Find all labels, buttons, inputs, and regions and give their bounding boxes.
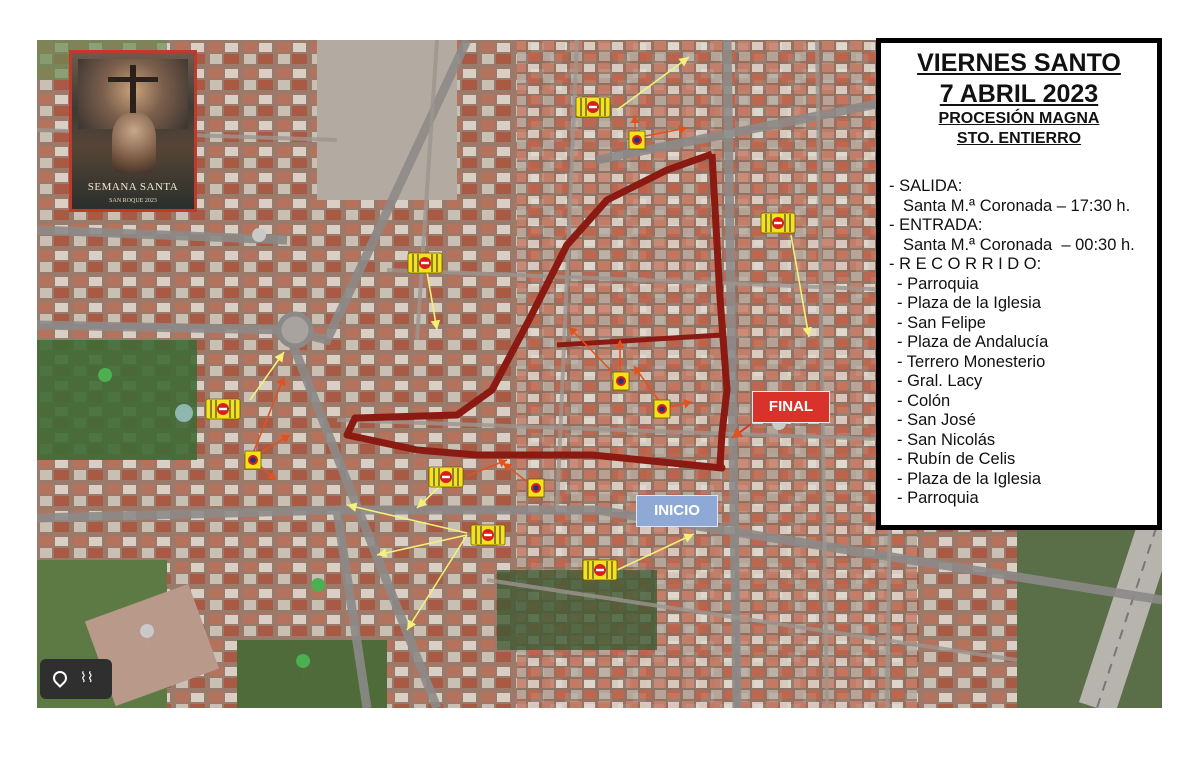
inicio-label: INICIO [636,495,718,527]
location-pin-icon[interactable] [50,668,70,688]
no-parking-sign [245,451,261,469]
no-parking-sign [654,400,670,418]
recorrido-item: - San José [897,411,976,429]
recorrido-label: - R E C O R R I D O: [889,255,1042,273]
no-parking-sign [613,372,629,390]
no-parking-sign [528,479,544,497]
recorrido-item: - San Felipe [897,313,986,332]
terrain-icon[interactable]: ⌇⌇ [80,669,94,685]
road-closed-sign [576,97,610,117]
road-closed-sign [206,399,240,419]
procession-details [889,177,1135,509]
recorrido-item: - Rubín de Celis [897,450,1016,468]
salida-label: - SALIDA: [889,177,963,195]
recorrido-item: - Plaza de la Iglesia [897,469,1041,488]
recorrido-item: - Plaza de Andalucía [897,333,1049,351]
recorrido-item: - Parroquia [897,274,979,293]
road-closed-sign [429,467,463,487]
recorrido-item: - Plaza de la Iglesia [897,294,1041,312]
entrada-label: - ENTRADA: [889,216,983,234]
road-closed-sign [471,525,505,545]
day-title: VIERNES SANTO [917,49,1121,77]
road-closed-sign [408,253,442,273]
info-panel [876,38,1162,530]
poster-title: SEMANA SANTA [87,181,179,193]
semana-santa-poster [69,50,197,212]
road-closed-sign [583,560,617,580]
recorrido-item: - San Nicolás [897,430,996,449]
poster-subtitle: SAN ROQUE 2023 [109,198,157,204]
recorrido-item: - Gral. Lacy [897,372,983,390]
event-title: PROCESIÓN MAGNA [938,110,1100,127]
poster-figure [112,113,156,173]
entrada-detail: Santa M.ª Coronada – 00:30 h. [903,235,1135,254]
no-parking-sign [629,131,645,149]
final-label: FINAL [752,391,830,423]
map-tools-panel[interactable] [40,659,112,699]
recorrido-item: - Colón [897,391,951,410]
recorrido-item: - Terrero Monesterio [897,352,1046,371]
date-title: 7 ABRIL 2023 [939,80,1099,108]
brotherhood-title: STO. ENTIERRO [956,130,1082,147]
salida-detail: Santa M.ª Coronada – 17:30 h. [903,196,1131,215]
road-closed-sign [761,213,795,233]
recorrido-item: - Parroquia [897,489,979,507]
